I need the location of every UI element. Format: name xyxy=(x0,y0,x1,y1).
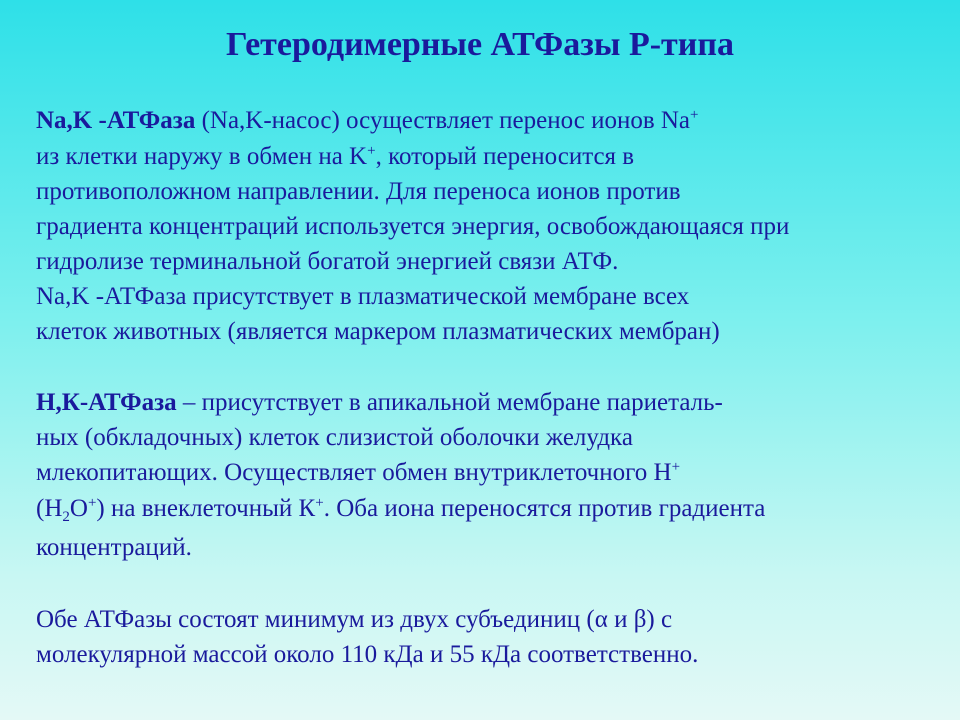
p3-line-1: Обе АТФазы состоят минимум из двух субъединиц (α и β) с xyxy=(36,606,673,633)
superscript-plus: + xyxy=(87,495,97,511)
p2-line-3-text: млекопитающих. Осуществляет обмен внутриклеточного Н xyxy=(36,459,672,486)
p1-line-7: клеток животных (является маркером плазматических мембран) xyxy=(36,318,720,345)
p2-line-4-d: . Оба иона переносятся против градиента xyxy=(323,495,766,522)
p1-line-1 xyxy=(36,106,699,136)
p1-line-1-text: (Na,K-насос) осуществляет перенос ионов Na xyxy=(195,107,691,134)
p1-line-2-text: из клетки наружу в обмен на K xyxy=(36,143,368,170)
p2-line-4-b: О xyxy=(69,495,88,522)
p2-line-1 xyxy=(36,388,723,418)
p1-line-5: гидролизе терминальной богатой энергией связи АТФ. xyxy=(36,248,619,275)
superscript-plus: + xyxy=(671,459,681,475)
superscript-plus: + xyxy=(367,143,376,159)
p1-line-6: Na,K -АТФаза присутствует в плазматической мембране всех xyxy=(36,283,690,310)
slide-title: Гетеродимерные АТФазы Р-типа xyxy=(226,26,734,63)
superscript-plus: + xyxy=(315,495,324,511)
superscript-plus: + xyxy=(690,107,699,123)
p2-line-4-c: ) на внеклеточный К xyxy=(96,495,316,522)
p2-line-5: концентраций. xyxy=(36,534,192,561)
p1-line-2 xyxy=(36,142,634,172)
p1-line-3: противоположном направлении. Для переноса ионов против xyxy=(36,178,681,205)
p2-line-4 xyxy=(36,494,765,524)
p2-line-2: ных (обкладочных) клеток слизистой оболочки желудка xyxy=(36,424,633,451)
p1-line-2-rest: , который переносится в xyxy=(375,143,635,170)
p1-line-4: градиента концентраций используется энергия, освобождающаяся при xyxy=(36,213,790,240)
p2-line-4-a: (Н xyxy=(36,495,63,522)
p2-line-3 xyxy=(36,458,680,488)
p3-line-2: молекулярной массой около 110 кДа и 55 кДа соответственно. xyxy=(36,641,699,668)
h-k-atpase-term: Н,К-АТФаза xyxy=(36,389,177,416)
na-k-atpase-term: Na,K -АТФаза xyxy=(36,107,196,134)
p2-line-1-text: – присутствует в апикальной мембране париеталь- xyxy=(176,389,723,416)
subscript-2: 2 xyxy=(62,509,70,525)
